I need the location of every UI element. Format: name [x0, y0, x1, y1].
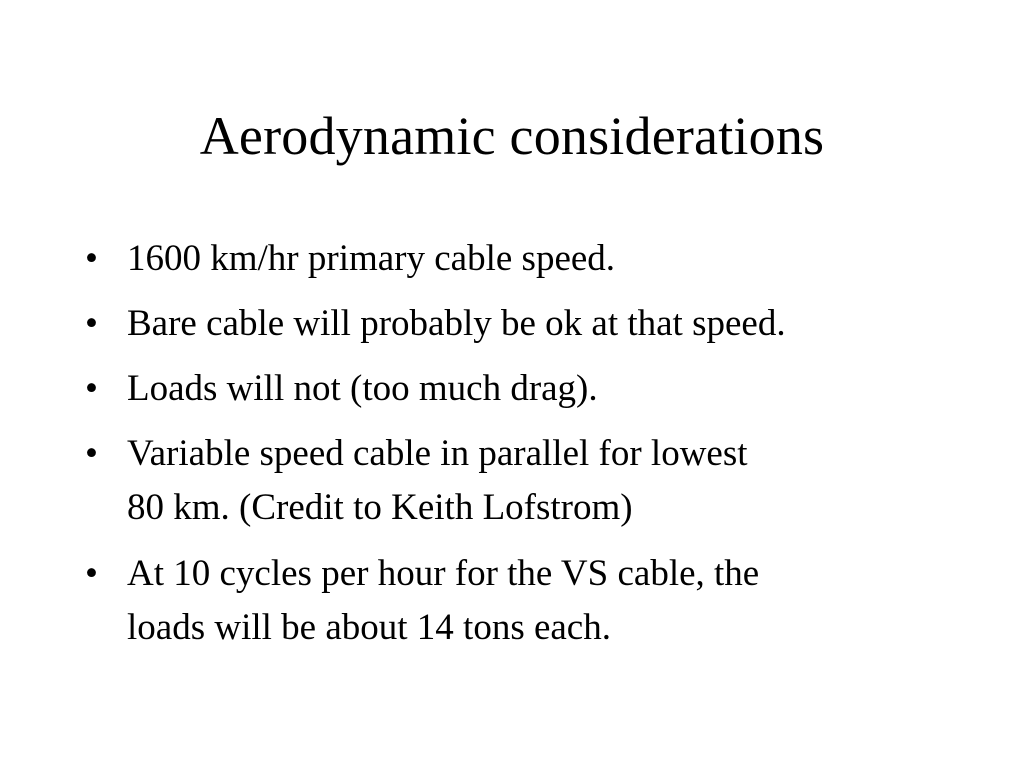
slide-title: Aerodynamic considerations — [199, 106, 825, 166]
bullet-item — [85, 547, 987, 655]
bullet-text-line: 80 km. (Credit to Keith Lofstrom) — [127, 487, 633, 528]
bullet-dot-icon: • — [85, 433, 98, 474]
bullet-item — [85, 427, 987, 535]
bullet-text-line: loads will be about 14 tons each. — [127, 607, 611, 648]
bullet-text: 1600 km/hr primary cable speed. — [127, 238, 616, 279]
bullet-text: Loads will not (too much drag). — [127, 368, 598, 409]
bullet-text-line: At 10 cycles per hour for the VS cable, the — [127, 553, 760, 594]
bullet-item — [85, 362, 987, 416]
bullet-dot-icon: • — [85, 238, 98, 279]
bullet-item — [85, 297, 987, 351]
bullet-text: Bare cable will probably be ok at that speed. — [127, 303, 786, 344]
bullet-dot-icon: • — [85, 303, 98, 344]
bullet-text-line: Variable speed cable in parallel for lowest — [127, 433, 748, 474]
bullet-item — [85, 232, 987, 286]
bullet-dot-icon: • — [85, 368, 98, 409]
bullet-dot-icon: • — [85, 553, 98, 594]
